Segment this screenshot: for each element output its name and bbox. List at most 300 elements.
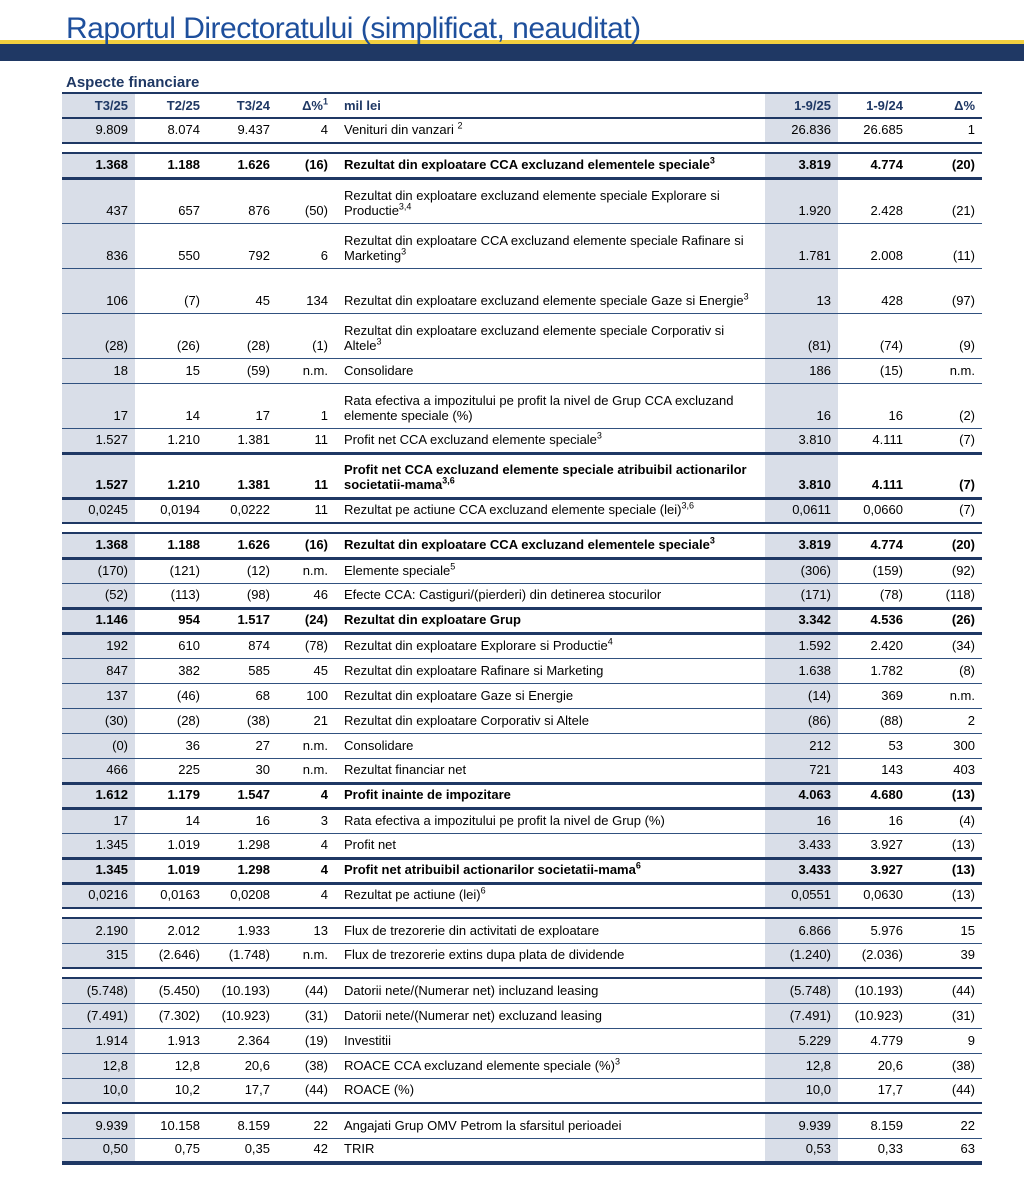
value-t3-25: 9.809 — [62, 118, 135, 143]
value-delta-ytd: (92) — [910, 558, 982, 583]
row-label: Rezultat pe actiune (lei)$^6$ — [335, 883, 765, 908]
value-t3-24: 68 — [207, 683, 277, 708]
value-t3-24: 20,6 — [207, 1053, 277, 1078]
table-row — [62, 683, 982, 708]
row-label: Rezultat din exploatare excluzand elemente speciale Explorare si Productie$^{3,4}$ — [335, 178, 765, 223]
value-delta-ytd: (44) — [910, 978, 982, 1003]
value-t3-24: (59) — [207, 358, 277, 383]
value-delta-quarter: 4 — [277, 883, 335, 908]
value-1-9-24: (2.036) — [838, 943, 910, 968]
section-spacer — [62, 1103, 982, 1113]
value-t3-25: 18 — [62, 358, 135, 383]
value-1-9-25: 0,53 — [765, 1138, 838, 1163]
value-1-9-25: 1.592 — [765, 633, 838, 658]
value-1-9-24: 2.420 — [838, 633, 910, 658]
row-label: Profit inainte de impozitare — [335, 783, 765, 808]
row-label: ROACE CCA excluzand elemente speciale (%)$^3$ — [335, 1053, 765, 1078]
value-1-9-24: 4.111 — [838, 453, 910, 498]
row-label: Profit net CCA excluzand elemente speciale atribuibil actionarilor societatii-mama$^{3,6}$ — [335, 453, 765, 498]
value-t3-24: 8.159 — [207, 1113, 277, 1138]
row-label: Flux de trezorerie din activitati de exploatare — [335, 918, 765, 943]
value-1-9-25: 1.920 — [765, 178, 838, 223]
value-1-9-25: 212 — [765, 733, 838, 758]
navy-divider — [0, 44, 1024, 61]
table-row — [62, 383, 982, 428]
value-delta-ytd: (38) — [910, 1053, 982, 1078]
table-row — [62, 833, 982, 858]
col-header-1-9-25: 1-9/25 — [765, 93, 838, 118]
value-t2-25: 14 — [135, 383, 207, 428]
row-label: Angajati Grup OMV Petrom la sfarsitul perioadei — [335, 1113, 765, 1138]
table-row — [62, 918, 982, 943]
table-row — [62, 498, 982, 523]
table-row — [62, 733, 982, 758]
row-label: Profit net — [335, 833, 765, 858]
value-delta-ytd: (4) — [910, 808, 982, 833]
value-delta-ytd: (20) — [910, 533, 982, 558]
value-t3-25: 0,50 — [62, 1138, 135, 1163]
value-t3-25: (52) — [62, 583, 135, 608]
row-label: Datorii nete/(Numerar net) excluzand leasing — [335, 1003, 765, 1028]
row-label: Rezultat din exploatare Explorare si Productie$^4$ — [335, 633, 765, 658]
value-delta-quarter: n.m. — [277, 943, 335, 968]
value-1-9-25: 13 — [765, 268, 838, 313]
value-t2-25: 10,2 — [135, 1078, 207, 1103]
value-t3-24: 16 — [207, 808, 277, 833]
value-t2-25: (28) — [135, 708, 207, 733]
value-1-9-24: 0,0630 — [838, 883, 910, 908]
value-delta-quarter: 11 — [277, 498, 335, 523]
value-t2-25: 1.210 — [135, 428, 207, 453]
table-row — [62, 178, 982, 223]
table-row — [62, 858, 982, 883]
row-label: Profit net atribuibil actionarilor societatii-mama$^6$ — [335, 858, 765, 883]
value-1-9-25: (5.748) — [765, 978, 838, 1003]
value-t2-25: (121) — [135, 558, 207, 583]
value-t3-25: (30) — [62, 708, 135, 733]
value-t2-25: 14 — [135, 808, 207, 833]
value-t3-24: 45 — [207, 268, 277, 313]
value-t2-25: 657 — [135, 178, 207, 223]
value-delta-quarter: (38) — [277, 1053, 335, 1078]
value-1-9-25: (1.240) — [765, 943, 838, 968]
value-1-9-24: 2.428 — [838, 178, 910, 223]
value-t2-25: 0,75 — [135, 1138, 207, 1163]
value-1-9-25: 5.229 — [765, 1028, 838, 1053]
row-label: Rezultat din exploatare Rafinare si Marketing — [335, 658, 765, 683]
value-t2-25: 382 — [135, 658, 207, 683]
value-t2-25: 2.012 — [135, 918, 207, 943]
value-t3-25: 1.527 — [62, 453, 135, 498]
value-delta-quarter: n.m. — [277, 558, 335, 583]
value-delta-quarter: 1 — [277, 383, 335, 428]
value-t2-25: 12,8 — [135, 1053, 207, 1078]
row-label: Venituri din vanzari $^2$ — [335, 118, 765, 143]
value-1-9-24: 20,6 — [838, 1053, 910, 1078]
value-t2-25: 1.019 — [135, 858, 207, 883]
page-title: Raportul Directoratului (simplificat, neauditat) — [66, 12, 641, 45]
value-1-9-25: (306) — [765, 558, 838, 583]
value-t3-25: 1.612 — [62, 783, 135, 808]
value-delta-ytd: (11) — [910, 223, 982, 268]
table-row — [62, 223, 982, 268]
value-t3-25: 106 — [62, 268, 135, 313]
row-label: Rezultat din exploatare CCA excluzand elementele speciale$^3$ — [335, 533, 765, 558]
row-label: Flux de trezorerie extins dupa plata de dividende — [335, 943, 765, 968]
row-label: Consolidare — [335, 733, 765, 758]
value-t3-24: 17 — [207, 383, 277, 428]
value-delta-ytd: n.m. — [910, 358, 982, 383]
value-t3-24: 1.547 — [207, 783, 277, 808]
value-t3-25: (5.748) — [62, 978, 135, 1003]
value-1-9-25: 16 — [765, 383, 838, 428]
value-t3-25: (0) — [62, 733, 135, 758]
value-delta-ytd: (21) — [910, 178, 982, 223]
value-t3-24: 1.381 — [207, 428, 277, 453]
value-delta-quarter: 4 — [277, 858, 335, 883]
value-delta-ytd: 300 — [910, 733, 982, 758]
value-1-9-24: 0,33 — [838, 1138, 910, 1163]
value-delta-ytd: (7) — [910, 498, 982, 523]
value-t3-25: 0,0216 — [62, 883, 135, 908]
value-1-9-25: 9.939 — [765, 1113, 838, 1138]
value-t2-25: (26) — [135, 313, 207, 358]
value-t3-25: 1.527 — [62, 428, 135, 453]
value-t3-24: 1.933 — [207, 918, 277, 943]
row-label: Consolidare — [335, 358, 765, 383]
value-t3-25: (7.491) — [62, 1003, 135, 1028]
value-t3-25: 1.345 — [62, 858, 135, 883]
value-delta-ytd: 9 — [910, 1028, 982, 1053]
value-t3-25: 315 — [62, 943, 135, 968]
value-delta-ytd: (7) — [910, 428, 982, 453]
value-delta-quarter: n.m. — [277, 358, 335, 383]
value-1-9-24: 4.774 — [838, 533, 910, 558]
value-t3-24: 792 — [207, 223, 277, 268]
value-1-9-24: (74) — [838, 313, 910, 358]
value-t3-25: 466 — [62, 758, 135, 783]
value-delta-quarter: n.m. — [277, 733, 335, 758]
col-header-delta-ytd: Δ% — [910, 93, 982, 118]
value-t2-25: 10.158 — [135, 1113, 207, 1138]
value-delta-ytd: 2 — [910, 708, 982, 733]
value-1-9-24: 53 — [838, 733, 910, 758]
value-1-9-24: 17,7 — [838, 1078, 910, 1103]
value-1-9-24: 4.680 — [838, 783, 910, 808]
table-row — [62, 1078, 982, 1103]
value-delta-quarter: 45 — [277, 658, 335, 683]
row-label: Profit net CCA excluzand elemente speciale$^3$ — [335, 428, 765, 453]
value-1-9-24: 4.779 — [838, 1028, 910, 1053]
value-delta-ytd: (118) — [910, 583, 982, 608]
value-t3-24: 1.626 — [207, 153, 277, 178]
financials-table — [62, 92, 982, 1165]
value-1-9-25: (86) — [765, 708, 838, 733]
value-1-9-25: 3.810 — [765, 453, 838, 498]
value-1-9-24: 4.536 — [838, 608, 910, 633]
value-delta-quarter: (31) — [277, 1003, 335, 1028]
value-delta-ytd: n.m. — [910, 683, 982, 708]
value-delta-quarter: (50) — [277, 178, 335, 223]
section-spacer — [62, 523, 982, 533]
value-t3-24: 0,0208 — [207, 883, 277, 908]
value-t3-25: 2.190 — [62, 918, 135, 943]
value-t3-25: 9.939 — [62, 1113, 135, 1138]
value-t2-25: 1.188 — [135, 533, 207, 558]
value-delta-quarter: 22 — [277, 1113, 335, 1138]
value-delta-quarter: (44) — [277, 1078, 335, 1103]
row-label: Rezultat financiar net — [335, 758, 765, 783]
value-t3-25: 17 — [62, 383, 135, 428]
value-1-9-24: (88) — [838, 708, 910, 733]
table-row — [62, 118, 982, 143]
value-1-9-25: 26.836 — [765, 118, 838, 143]
table-row — [62, 783, 982, 808]
value-1-9-25: 0,0551 — [765, 883, 838, 908]
value-1-9-25: 6.866 — [765, 918, 838, 943]
value-t3-25: 1.914 — [62, 1028, 135, 1053]
value-t3-25: 437 — [62, 178, 135, 223]
table-row — [62, 1028, 982, 1053]
table-row — [62, 943, 982, 968]
value-1-9-25: 3.819 — [765, 153, 838, 178]
value-t3-25: 1.146 — [62, 608, 135, 633]
col-header-t2-25: T2/25 — [135, 93, 207, 118]
value-1-9-24: 4.774 — [838, 153, 910, 178]
value-1-9-25: 3.810 — [765, 428, 838, 453]
value-1-9-25: 4.063 — [765, 783, 838, 808]
value-t3-24: 1.298 — [207, 858, 277, 883]
value-1-9-24: 143 — [838, 758, 910, 783]
value-t2-25: 1.210 — [135, 453, 207, 498]
value-1-9-24: 5.976 — [838, 918, 910, 943]
col-header-t3-25: T3/25 — [62, 93, 135, 118]
value-1-9-24: (78) — [838, 583, 910, 608]
value-delta-quarter: 42 — [277, 1138, 335, 1163]
value-t2-25: 15 — [135, 358, 207, 383]
value-t3-25: 12,8 — [62, 1053, 135, 1078]
row-label: Rezultat din exploatare CCA excluzand elementele speciale$^3$ — [335, 153, 765, 178]
col-header-delta-quarter: Δ%$^1$ — [277, 93, 335, 118]
value-1-9-25: 3.433 — [765, 858, 838, 883]
value-t2-25: (5.450) — [135, 978, 207, 1003]
value-delta-quarter: (16) — [277, 533, 335, 558]
value-t3-24: 27 — [207, 733, 277, 758]
table-row — [62, 658, 982, 683]
row-label: Rezultat din exploatare Gaze si Energie — [335, 683, 765, 708]
row-label: ROACE (%) — [335, 1078, 765, 1103]
table-row — [62, 268, 982, 313]
table-row — [62, 708, 982, 733]
value-delta-ytd: (9) — [910, 313, 982, 358]
value-t3-25: 17 — [62, 808, 135, 833]
value-delta-quarter: (1) — [277, 313, 335, 358]
value-t3-24: 0,35 — [207, 1138, 277, 1163]
value-t3-24: 0,0222 — [207, 498, 277, 523]
col-header-t3-24: T3/24 — [207, 93, 277, 118]
value-delta-ytd: (20) — [910, 153, 982, 178]
value-1-9-25: 186 — [765, 358, 838, 383]
value-delta-quarter: (16) — [277, 153, 335, 178]
value-t3-24: 17,7 — [207, 1078, 277, 1103]
row-label: Elemente speciale$^5$ — [335, 558, 765, 583]
value-t3-25: 0,0245 — [62, 498, 135, 523]
value-1-9-24: 8.159 — [838, 1113, 910, 1138]
table-row — [62, 1053, 982, 1078]
table-header-row — [62, 93, 982, 118]
row-label: Datorii nete/(Numerar net) incluzand leasing — [335, 978, 765, 1003]
value-t2-25: 1.019 — [135, 833, 207, 858]
section-spacer — [62, 968, 982, 978]
value-delta-ytd: 403 — [910, 758, 982, 783]
value-1-9-24: 16 — [838, 383, 910, 428]
value-t2-25: (2.646) — [135, 943, 207, 968]
table-row — [62, 1138, 982, 1163]
value-t3-24: 1.381 — [207, 453, 277, 498]
value-1-9-24: 16 — [838, 808, 910, 833]
value-delta-ytd: (7) — [910, 453, 982, 498]
value-delta-quarter: (78) — [277, 633, 335, 658]
value-1-9-24: (15) — [838, 358, 910, 383]
value-1-9-24: 3.927 — [838, 858, 910, 883]
value-t3-24: 874 — [207, 633, 277, 658]
value-t2-25: 36 — [135, 733, 207, 758]
table-row — [62, 758, 982, 783]
value-1-9-25: 3.819 — [765, 533, 838, 558]
value-delta-ytd: (34) — [910, 633, 982, 658]
value-t2-25: 8.074 — [135, 118, 207, 143]
value-delta-ytd: (31) — [910, 1003, 982, 1028]
value-t2-25: 954 — [135, 608, 207, 633]
row-label: Rata efectiva a impozitului pe profit la nivel de Grup CCA excluzand elemente speciale (%) — [335, 383, 765, 428]
value-t3-24: (98) — [207, 583, 277, 608]
value-1-9-25: (14) — [765, 683, 838, 708]
value-t3-24: (28) — [207, 313, 277, 358]
value-t3-24: 876 — [207, 178, 277, 223]
value-delta-ytd: (13) — [910, 833, 982, 858]
value-t3-25: 192 — [62, 633, 135, 658]
table-row — [62, 583, 982, 608]
value-t2-25: 1.913 — [135, 1028, 207, 1053]
table-row — [62, 358, 982, 383]
value-t3-24: 1.626 — [207, 533, 277, 558]
value-1-9-24: 2.008 — [838, 223, 910, 268]
value-t3-24: (10.923) — [207, 1003, 277, 1028]
value-t2-25: 1.179 — [135, 783, 207, 808]
value-delta-quarter: 134 — [277, 268, 335, 313]
table-row — [62, 558, 982, 583]
value-t2-25: (46) — [135, 683, 207, 708]
value-1-9-24: (10.923) — [838, 1003, 910, 1028]
value-delta-quarter: (19) — [277, 1028, 335, 1053]
col-header-1-9-24: 1-9/24 — [838, 93, 910, 118]
value-t3-24: 1.517 — [207, 608, 277, 633]
value-delta-ytd: 15 — [910, 918, 982, 943]
section-spacer — [62, 908, 982, 918]
value-delta-ytd: 22 — [910, 1113, 982, 1138]
row-label: Rezultat din exploatare excluzand elemente speciale Gaze si Energie$^3$ — [335, 268, 765, 313]
value-1-9-25: (7.491) — [765, 1003, 838, 1028]
value-1-9-25: 10,0 — [765, 1078, 838, 1103]
table-row — [62, 428, 982, 453]
value-delta-ytd: (97) — [910, 268, 982, 313]
value-1-9-24: 1.782 — [838, 658, 910, 683]
value-delta-ytd: (26) — [910, 608, 982, 633]
value-1-9-25: (81) — [765, 313, 838, 358]
value-1-9-24: 4.111 — [838, 428, 910, 453]
value-t2-25: 1.188 — [135, 153, 207, 178]
value-1-9-25: 721 — [765, 758, 838, 783]
value-delta-quarter: 21 — [277, 708, 335, 733]
value-1-9-25: 0,0611 — [765, 498, 838, 523]
value-t3-25: (28) — [62, 313, 135, 358]
value-1-9-24: 26.685 — [838, 118, 910, 143]
row-label: TRIR — [335, 1138, 765, 1163]
value-delta-quarter: 6 — [277, 223, 335, 268]
value-t3-25: (170) — [62, 558, 135, 583]
value-t3-24: 30 — [207, 758, 277, 783]
value-1-9-25: 3.433 — [765, 833, 838, 858]
value-delta-ytd: (13) — [910, 858, 982, 883]
value-t3-25: 1.345 — [62, 833, 135, 858]
value-t3-24: (38) — [207, 708, 277, 733]
value-delta-ytd: (8) — [910, 658, 982, 683]
value-1-9-24: 369 — [838, 683, 910, 708]
value-t2-25: 550 — [135, 223, 207, 268]
value-delta-ytd: (2) — [910, 383, 982, 428]
value-delta-quarter: 11 — [277, 453, 335, 498]
table-row — [62, 1113, 982, 1138]
value-t2-25: 0,0163 — [135, 883, 207, 908]
row-label: Rata efectiva a impozitului pe profit la nivel de Grup (%) — [335, 808, 765, 833]
table-row — [62, 453, 982, 498]
row-label: Rezultat din exploatare Grup — [335, 608, 765, 633]
value-delta-ytd: 39 — [910, 943, 982, 968]
table-row — [62, 808, 982, 833]
row-label: Efecte CCA: Castiguri/(pierderi) din detinerea stocurilor — [335, 583, 765, 608]
value-delta-ytd: (13) — [910, 883, 982, 908]
value-delta-quarter: 46 — [277, 583, 335, 608]
value-t2-25: (7) — [135, 268, 207, 313]
value-delta-ytd: (44) — [910, 1078, 982, 1103]
value-1-9-25: (171) — [765, 583, 838, 608]
row-label: Rezultat pe actiune CCA excluzand elemente speciale (lei)$^{3,6}$ — [335, 498, 765, 523]
value-1-9-24: (159) — [838, 558, 910, 583]
value-t3-25: 836 — [62, 223, 135, 268]
value-delta-quarter: 4 — [277, 783, 335, 808]
value-t3-24: 585 — [207, 658, 277, 683]
value-delta-quarter: (44) — [277, 978, 335, 1003]
value-t3-25: 1.368 — [62, 533, 135, 558]
value-t3-25: 10,0 — [62, 1078, 135, 1103]
value-t2-25: (7.302) — [135, 1003, 207, 1028]
value-delta-quarter: 100 — [277, 683, 335, 708]
value-1-9-25: 1.781 — [765, 223, 838, 268]
value-t2-25: (113) — [135, 583, 207, 608]
table-row — [62, 978, 982, 1003]
value-delta-quarter: 11 — [277, 428, 335, 453]
value-delta-ytd: (13) — [910, 783, 982, 808]
value-1-9-25: 16 — [765, 808, 838, 833]
value-1-9-25: 12,8 — [765, 1053, 838, 1078]
value-delta-quarter: (24) — [277, 608, 335, 633]
section-spacer — [62, 143, 982, 153]
value-t3-24: 9.437 — [207, 118, 277, 143]
value-1-9-24: 3.927 — [838, 833, 910, 858]
table-row — [62, 1003, 982, 1028]
value-t2-25: 225 — [135, 758, 207, 783]
table-row — [62, 608, 982, 633]
